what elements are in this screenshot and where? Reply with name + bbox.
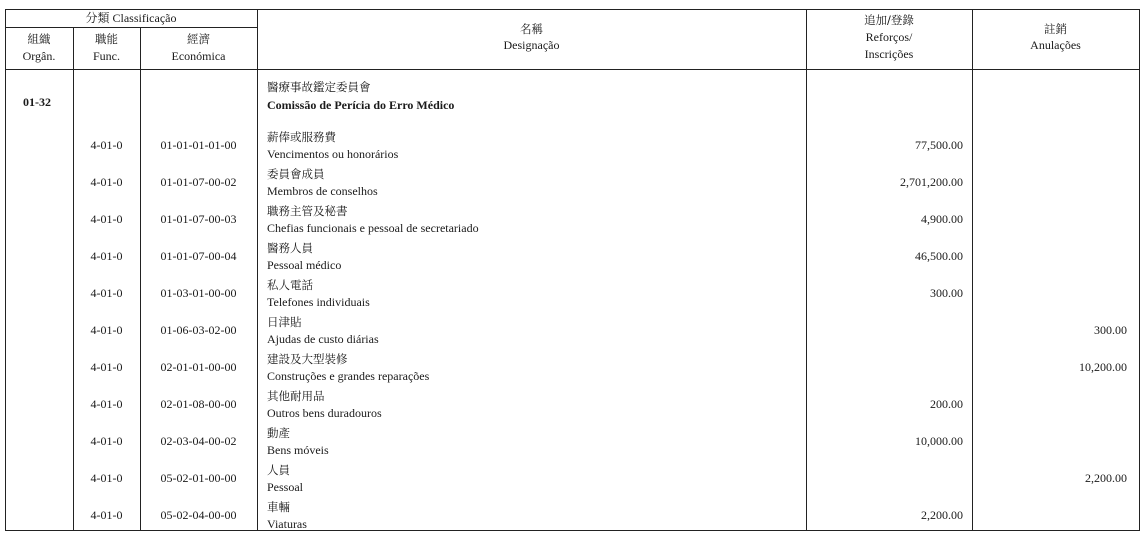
item-name-pt: Outros bens duradouros (267, 406, 382, 420)
add-header-pt-1: Reforços/ (865, 30, 913, 44)
func-code: 4-01-0 (90, 471, 123, 485)
func-code: 4-01-0 (90, 212, 123, 226)
econ-code: 05-02-04-00-00 (160, 508, 237, 522)
func-code: 4-01-0 (90, 360, 123, 374)
item-name-pt: Bens móveis (267, 443, 329, 457)
econ-code: 01-06-03-02-00 (160, 323, 237, 337)
econ-code: 01-01-07-00-04 (160, 249, 237, 263)
item-name-pt: Pessoal médico (267, 258, 342, 272)
item-name-zh: 日津貼 (267, 315, 302, 329)
func-code: 4-01-0 (90, 397, 123, 411)
item-name-pt: Membros de conselhos (267, 184, 378, 198)
cancel-header-pt: Anulações (1030, 38, 1081, 52)
econ-header-pt: Económica (171, 49, 226, 63)
item-name-zh: 私人電話 (267, 278, 313, 292)
table-top-border (5, 9, 1139, 10)
func-code: 4-01-0 (90, 434, 123, 448)
classification-header: 分類 Classificação (85, 11, 177, 25)
item-name-zh: 委員會成員 (267, 167, 325, 181)
item-name-zh: 車輛 (267, 500, 290, 514)
header-bottom-border (5, 69, 1139, 70)
column-border-name-add (806, 9, 807, 531)
econ-code: 01-03-01-00-00 (160, 286, 237, 300)
name-header-pt: Designação (503, 38, 560, 52)
econ-code: 02-01-08-00-00 (160, 397, 237, 411)
econ-header-zh: 經濟 (187, 32, 210, 46)
econ-code: 01-01-07-00-03 (160, 212, 237, 226)
func-code: 4-01-0 (90, 249, 123, 263)
column-border-right (1139, 9, 1140, 531)
item-name-pt: Construções e grandes reparações (267, 369, 430, 383)
column-border-func-econ (140, 27, 141, 531)
func-header-zh: 職能 (95, 32, 118, 46)
cancel-header-zh: 註銷 (1044, 22, 1067, 36)
func-code: 4-01-0 (90, 508, 123, 522)
econ-code: 05-02-01-00-00 (160, 471, 237, 485)
item-name-pt: Viaturas (267, 517, 307, 531)
func-code: 4-01-0 (90, 138, 123, 152)
item-name-pt: Pessoal (267, 480, 303, 494)
name-header-zh: 名稱 (520, 22, 543, 36)
classification-divider (5, 27, 257, 28)
item-name-zh: 醫務人員 (267, 241, 313, 255)
reforco-amount: 300.00 (930, 286, 963, 300)
item-name-pt: Telefones individuais (267, 295, 370, 309)
budget-table (5, 9, 1140, 531)
item-name-pt: Chefias funcionais e pessoal de secretariado (267, 221, 479, 235)
organ-header-pt: Orgân. (22, 49, 56, 63)
reforco-amount: 2,200.00 (921, 508, 963, 522)
organ-name-zh: 醫療事故鑑定委員會 (267, 80, 371, 94)
anulacao-amount: 2,200.00 (1085, 471, 1127, 485)
column-border-left (5, 9, 6, 531)
reforco-amount: 46,500.00 (915, 249, 963, 263)
econ-code: 02-01-01-00-00 (160, 360, 237, 374)
reforco-amount: 77,500.00 (915, 138, 963, 152)
organ-header-zh: 組織 (27, 32, 51, 46)
func-header-pt: Func. (93, 49, 120, 63)
reforco-amount: 200.00 (930, 397, 963, 411)
item-name-zh: 人員 (267, 463, 290, 477)
item-name-pt: Ajudas de custo diárias (267, 332, 379, 346)
add-header-pt-2: Inscrições (864, 47, 914, 61)
func-code: 4-01-0 (90, 323, 123, 337)
item-name-zh: 薪俸或服務費 (267, 130, 336, 144)
anulacao-amount: 10,200.00 (1079, 360, 1127, 374)
func-code: 4-01-0 (90, 286, 123, 300)
func-code: 4-01-0 (90, 175, 123, 189)
item-name-zh: 建設及大型裝修 (267, 352, 348, 366)
econ-code: 01-01-07-00-02 (160, 175, 237, 189)
column-border-organ-func (73, 27, 74, 531)
econ-code: 02-03-04-00-02 (160, 434, 237, 448)
reforco-amount: 4,900.00 (921, 212, 963, 226)
item-name-zh: 其他耐用品 (267, 389, 325, 403)
add-header-zh: 追加/登錄 (864, 13, 914, 27)
organ-code: 01-32 (23, 95, 51, 109)
item-name-zh: 動產 (267, 426, 290, 440)
column-border-add-cancel (972, 9, 973, 531)
organ-name-pt: Comissão de Perícia do Erro Médico (267, 98, 455, 112)
table-bottom-border (5, 530, 1139, 531)
item-name-pt: Vencimentos ou honorários (267, 147, 399, 161)
reforco-amount: 10,000.00 (915, 434, 963, 448)
anulacao-amount: 300.00 (1094, 323, 1127, 337)
item-name-zh: 職務主管及秘書 (267, 204, 348, 218)
econ-code: 01-01-01-01-00 (160, 138, 237, 152)
reforco-amount: 2,701,200.00 (900, 175, 963, 189)
column-border-econ-name (257, 9, 258, 531)
